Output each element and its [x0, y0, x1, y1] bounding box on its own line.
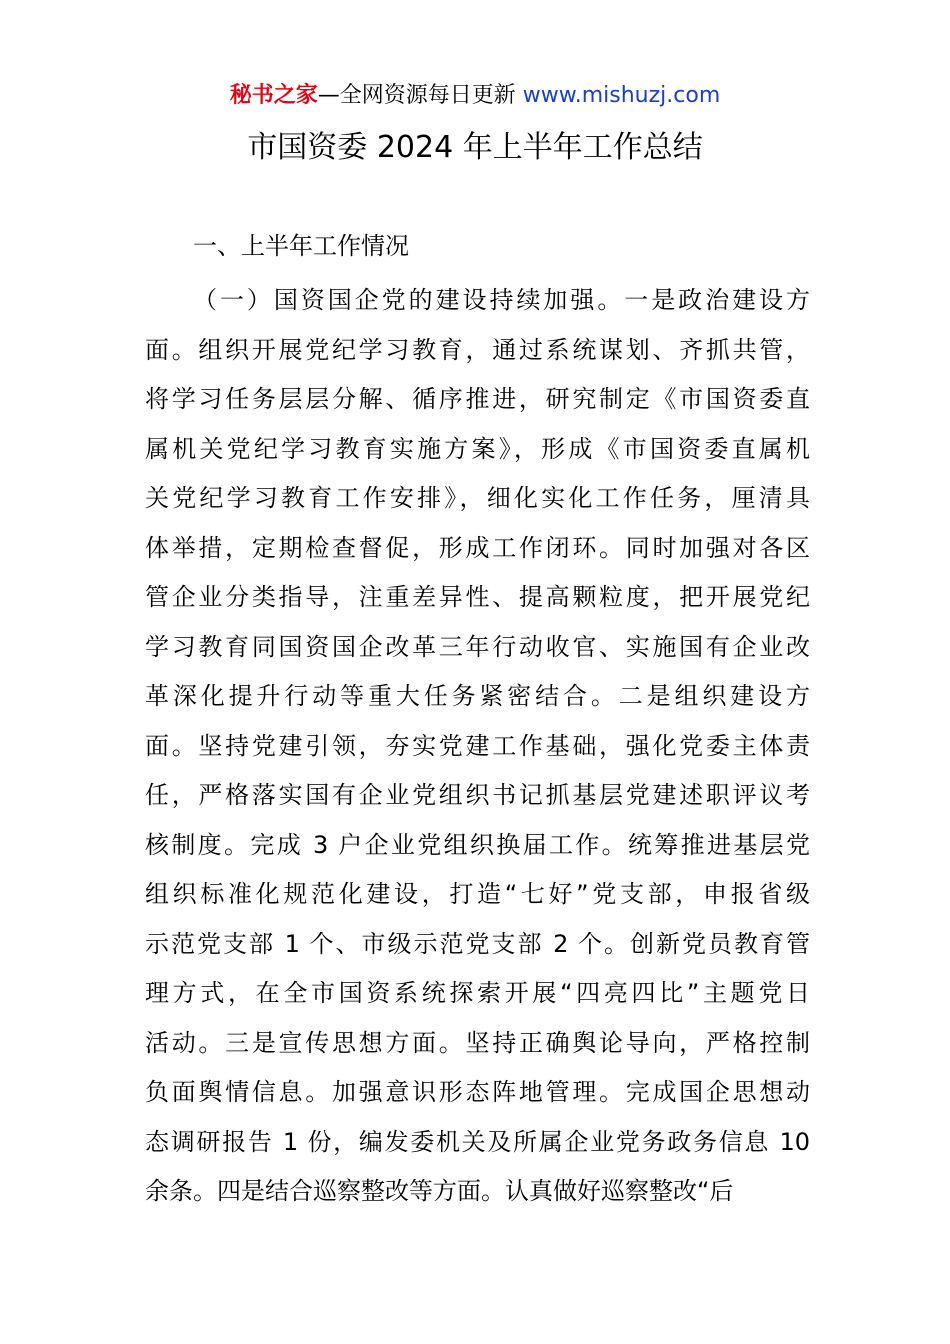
body-line: 管企业分类指导，注重差异性、提高颗粒度，把开展党纪 — [145, 583, 810, 611]
body-line: 体举措，定期检查督促，形成工作闭环。同时加强对各区 — [145, 533, 810, 562]
body-line: 将学习任务层层分解、循序推进，研究制定《市国资委直 — [145, 385, 810, 413]
body-line: 属机关党纪学习教育实施方案》，形成《市国资委直属机 — [145, 434, 810, 463]
body-line: 活动。三是宣传思想方面。坚持正确舆论导向，严格控制 — [145, 1028, 810, 1057]
body-line: 组织标准化规范化建设，打造“七好”党支部，申报省级 — [145, 880, 810, 908]
header-tagline: —全网资源每日更新 — [317, 83, 523, 108]
body-line: 面。组织开展党纪学习教育，通过系统谋划、齐抓共管， — [145, 335, 810, 364]
body-line: 关党纪学习教育工作安排》，细化实化工作任务，厘清具 — [145, 484, 810, 512]
body-line: 任，严格落实国有企业党组织书记抓基层党建述职评议考 — [145, 781, 810, 809]
body-line: 面。坚持党建引领，夯实党建工作基础，强化党委主体责 — [145, 731, 810, 760]
body-line: 学习教育同国资国企改革三年行动收官、实施国有企业改 — [145, 632, 810, 661]
section-heading: 一、上半年工作情况 — [193, 232, 409, 260]
body-line: 负面舆情信息。加强意识形态阵地管理。完成国企思想动 — [145, 1078, 810, 1106]
body-line: （一）国资国企党的建设持续加强。一是政治建设方 — [193, 286, 810, 314]
body-line: 革深化提升行动等重大任务紧密结合。二是组织建设方 — [145, 682, 810, 710]
brand-name: 秘书之家 — [229, 83, 318, 108]
site-header — [0, 80, 950, 112]
site-url-link[interactable]: www.mishuzj.com — [522, 83, 721, 108]
document-title: 市国资委 2024 年上半年工作总结 — [247, 130, 703, 165]
body-line: 余条。四是结合巡察整改等方面。认真做好巡察整改“后 — [145, 1177, 734, 1205]
body-line: 理方式，在全市国资系统探索开展“四亮四比”主题党日 — [145, 979, 810, 1007]
body-line: 示范党支部 1 个、市级示范党支部 2 个。创新党员教育管 — [145, 929, 810, 958]
body-line: 核制度。完成 3 户企业党组织换届工作。统筹推进基层党 — [145, 830, 810, 859]
body-line: 态调研报告 1 份，编发委机关及所属企业党务政务信息 10 — [145, 1127, 810, 1156]
body-text — [145, 276, 810, 1217]
